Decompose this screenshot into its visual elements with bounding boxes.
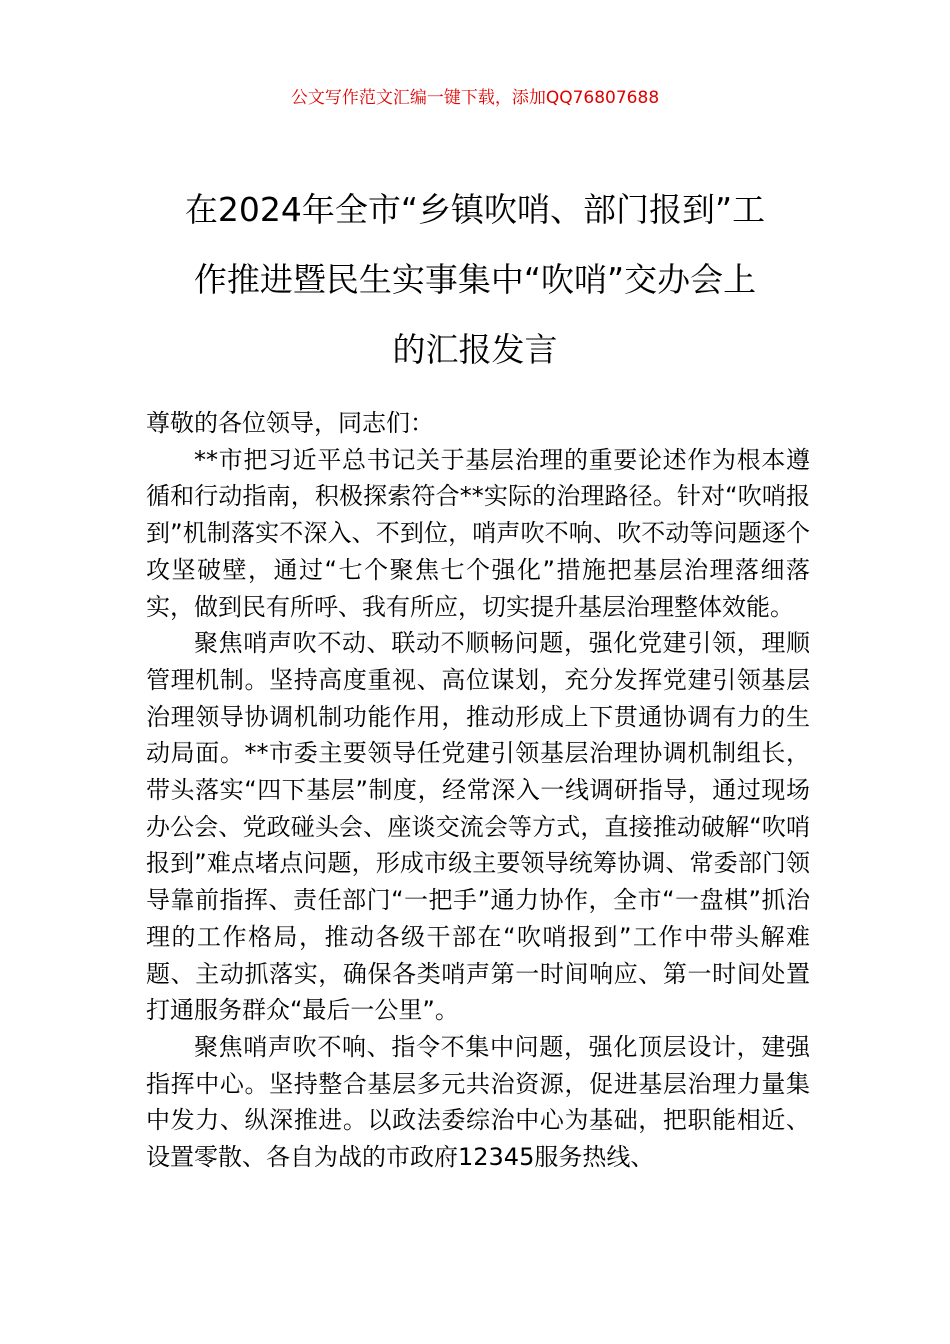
paragraph-party-leadership: 聚焦哨声吹不动、联动不顺畅问题，强化党建引领，理顺管理机制。坚持高度重视、高位谋划，充分发挥党建引领基层治理领导协调机制功能作用，推动形成上下贯通协调有力的生动局面。**市委主要领导任党建引领基层治理协调机制组长，带头落实“四下基层”制度，经常深入一线调研指导，通过现场办公会、党政碰头会、座谈交流会等方式，直接推动破解“吹哨报到”难点堵点问题，形成市级主要领导统筹协调、常委部门领导靠前指挥、责任部门“一把手”通力协作，全市“一盘棋”抓治理的工作格局，推动各级干部在“吹哨报到”工作中带头解难题、主动抓落实，确保各类哨声第一时间响应、第一时间处置打通服务群众“最后一公里”。 xyxy=(146,629,810,1025)
salutation: 尊敬的各位领导，同志们： xyxy=(146,409,434,437)
document-title xyxy=(130,175,820,385)
document-body xyxy=(146,405,810,1176)
paragraph-intro: **市把习近平总书记关于基层治理的重要论述作为根本遵循和行动指南，积极探索符合**实际的治理路径。针对“吹哨报到”机制落实不深入、不到位，哨声吹不响、吹不动等问题逐个攻坚破壁，通过“七个聚焦七个强化”措施把基层治理落细落实，做到民有所呼、我有所应，切实提升基层治理整体效能。 xyxy=(146,445,810,621)
title-line: 的汇报发言 xyxy=(392,330,558,369)
title-line: 作推进暨民生实事集中“吹哨”交办会上 xyxy=(193,260,757,299)
title-line: 在2024年全市“乡镇吹哨、部门报到”工 xyxy=(184,190,766,229)
paragraph-top-level-design: 聚焦哨声吹不响、指令不集中问题，强化顶层设计，建强指挥中心。坚持整合基层多元共治资源，促进基层治理力量集中发力、纵深推进。以政法委综治中心为基础，把职能相近、设置零散、各自为战的市政府12345服务热线、 xyxy=(146,1032,810,1172)
download-banner: 公文写作范文汇编一键下载，添加QQ76807688 xyxy=(290,88,660,108)
